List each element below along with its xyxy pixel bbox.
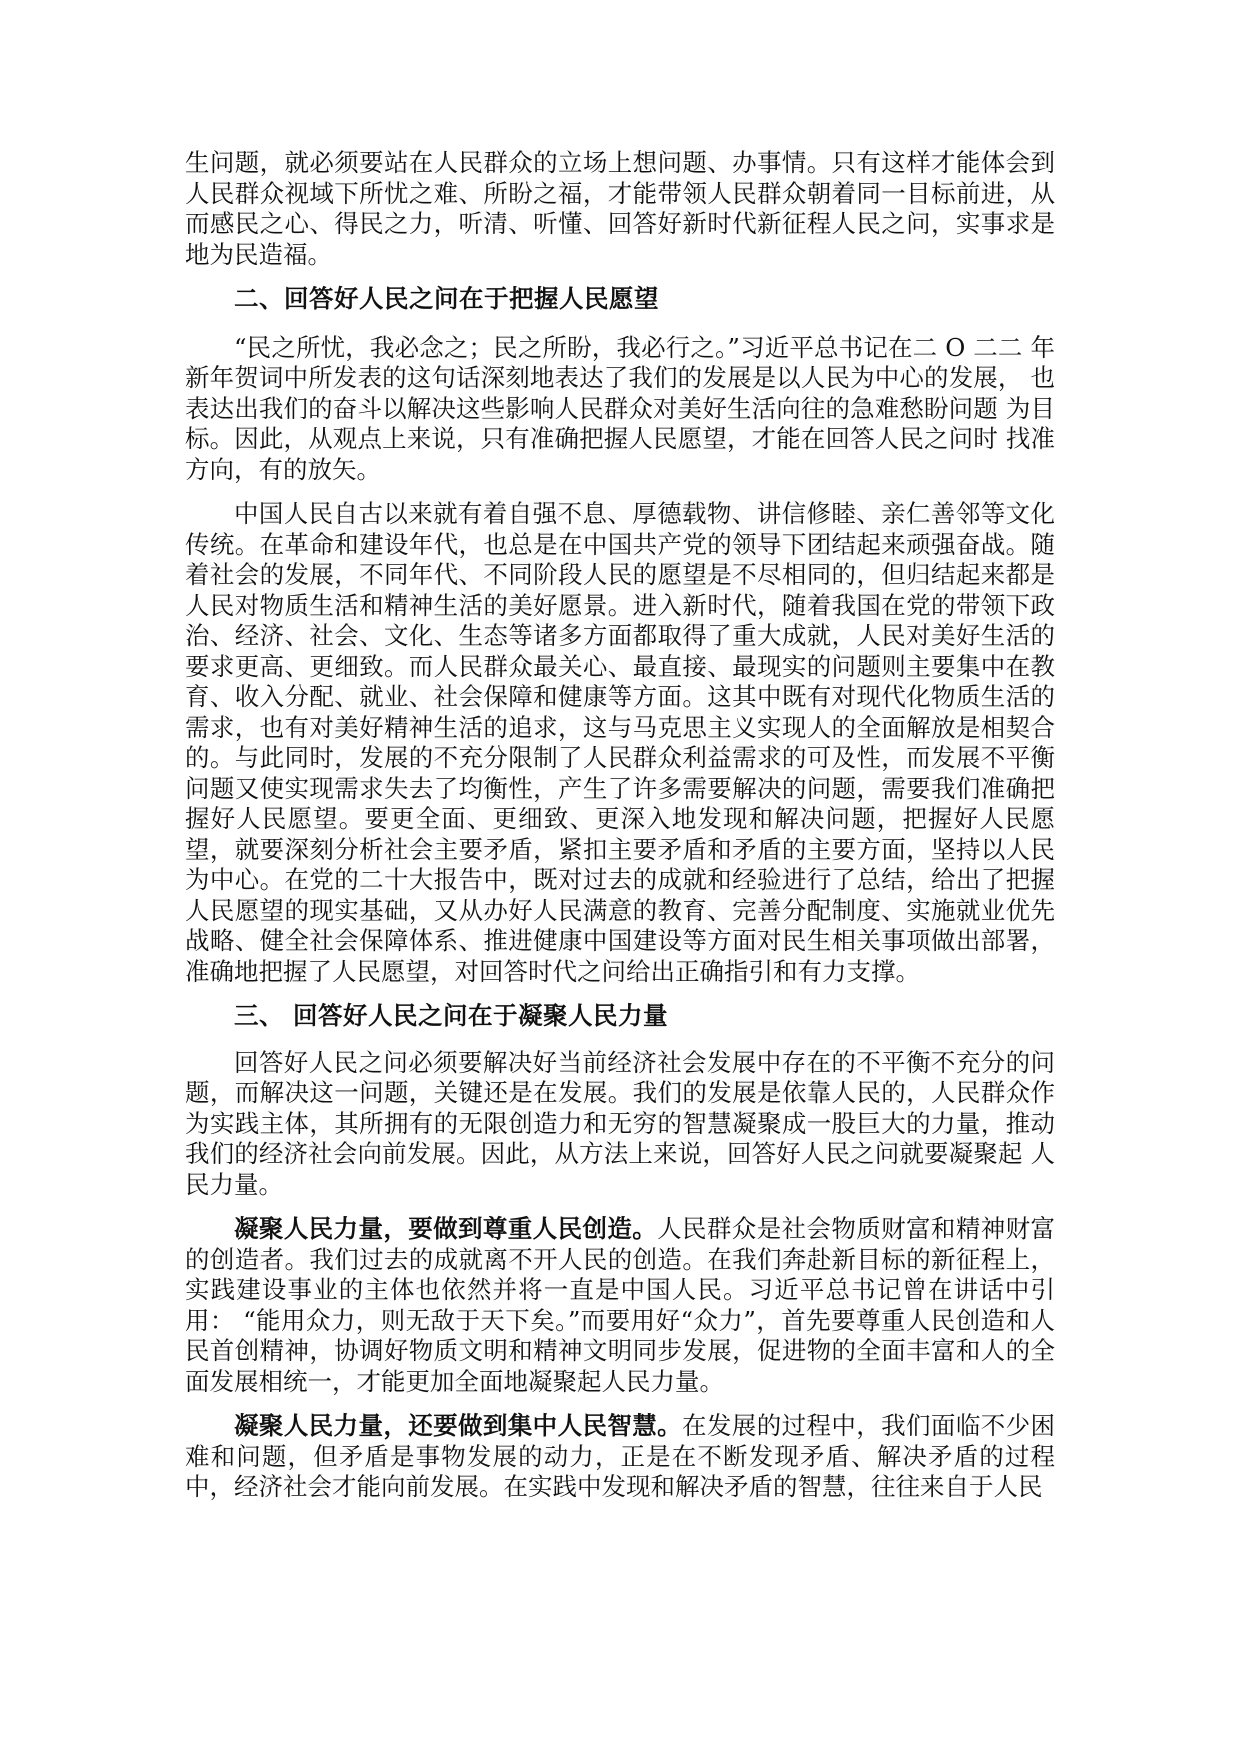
paragraph-5-lead: 凝聚人民力量，还要做到集中人民智慧。 xyxy=(234,1411,683,1440)
paragraph-3: 回答好人民之问必须要解决好当前经济社会发展中存在的不平衡不充分的问题，而解决这一问题，关键还是在发展。我们的发展是依靠人民的，人民群众作为实践主体，其所拥有的无限创造力和无穷的智慧凝聚成一股巨大的力量，推动我们的经济社会向前发展。因此，从方法上来说，回答好人民之问就要凝聚起 人民力量。 xyxy=(185,1047,1055,1199)
document-body xyxy=(185,148,1055,1517)
paragraph-5 xyxy=(185,1411,1055,1503)
paragraph-4-lead: 凝聚人民力量，要做到尊重人民创造。 xyxy=(234,1214,658,1243)
paragraph-4-body: 人民群众是社会物质财富和精神财富的创造者。我们过去的成就离不开人民的创造。在我们奔赴新目标的新征程上，实践建设事业的主体也依然并将一直是中国人民。习近平总书记曾在讲话中引用： “能用众力，则无敌于天下矣。”而要用好“众力”，首先要尊重人民创造和人 民首创精神，协调好物质文明和精神文明同步发展，促进物的全面丰富和人的全 面发展相统一，才能更加全面地凝聚起人民力量。 xyxy=(185,1214,1055,1396)
paragraph-4 xyxy=(185,1214,1055,1397)
paragraph-2: 中国人民自古以来就有着自强不息、厚德载物、讲信修睦、亲仁善邻等文化传统。在革命和建设年代，也总是在中国共产党的领导下团结起来顽强奋战。随着社会的发展，不同年代、不同阶段人民的愿望是不尽相同的，但归结起来都是人民对物质生活和精神生活的美好愿景。进入新时代，随着我国在党的带领下政治、经济、社会、文化、生态等诸多方面都取得了重大成就，人民对美好生活的要求更高、更细致。而人民群众最关心、最直接、最现实的问题则主要集中在教育、收入分配、就业、社会保障和健康等方面。这其中既有对现代化物质生活的需求，也有对美好精神生活的追求，这与马克思主义实现人的全面解放是相契合的。与此同时，发展的不充分限制了人民群众利益需求的可及性，而发展不平衡问题又使实现需求失去了均衡性，产生了许多需要解决的问题，需要我们准确把握好人民愿望。要更全面、更细致、更深入地发现和解决问题，把握好人民愿望，就要深刻分析社会主要矛盾，紧扣主要矛盾和矛盾的主要方面，坚持以人民为中心。在党的二十大报告中，既对过去的成就和经验进行了总结，给出了把握人民愿望的现实基础，又从办好人民满意的教育、完善分配制度、实施就业优先战略、健全社会保障体系、推进健康中国建设等方面对民生相关事项做出部署，准确地把握了人民愿望，对回答时代之问给出正确指引和有力支撑。 xyxy=(185,499,1055,986)
paragraph-continued: 生问题，就必须要站在人民群众的立场上想问题、办事情。只有这样才能体会到人民群众视域下所忧之难、所盼之福，才能带领人民群众朝着同一目标前进，从 而感民之心、得民之力，听清、听懂、回答好新时代新征程人民之问，实事求是 地为民造福。 xyxy=(185,148,1055,269)
section-heading-3: 三、 回答好人民之问在于凝聚人民力量 xyxy=(234,1001,669,1030)
paragraph-5-body: 在发展的过程中，我们面临不少困难和问题，但矛盾是事物发展的动力，正是在不断发现矛盾、解决矛盾的过程中，经济社会才能向前发展。在实践中发现和解决矛盾的智慧，往往来自于人民 xyxy=(185,1411,1055,1501)
paragraph-1: “民之所忧，我必念之；民之所盼，我必行之。”习近平总书记在二 O 二二 年新年贺词中所发表的这句话深刻地表达了我们的发展是以人民为中心的发展， 也表达出我们的奋斗以解决这些影响人民群众对美好生活向往的急难愁盼问题 为目标。因此，从观点上来说，只有准确把握人民愿望，才能在回答人民之问时 找准方向，有的放矢。 xyxy=(185,332,1055,484)
section-heading-2: 二、回答好人民之问在于把握人民愿望 xyxy=(234,284,659,313)
